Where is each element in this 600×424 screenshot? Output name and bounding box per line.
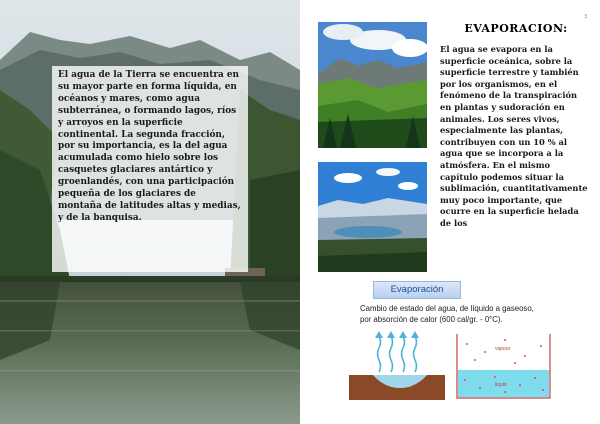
section-heading: EVAPORACION: xyxy=(464,22,568,35)
vapour-label: vapour xyxy=(495,346,511,352)
figure-label: Evaporación xyxy=(373,281,461,299)
alpine-lake-photo xyxy=(318,162,427,272)
evaporation-paragraph: El agua se evapora en la superficie oceánica, sobre la superficie terrestre y también por los organismos, en el fenómeno de la transpiración en plantas y sudoración en animales. Los seres vivos, especialmente las plantas, contribuyen con un 10 % al agua que se incorpora a la atmósfera. En el mismo capítulo podemos situar la sublimación, cuantitativamente muy poco importante, que ocurre en la superficie helada de los xyxy=(440,44,588,228)
container-illustration xyxy=(457,334,550,398)
vapour-arrows-illustration xyxy=(349,331,445,400)
text-overlay-box xyxy=(52,66,248,272)
right-page xyxy=(300,0,600,424)
liquid-label: liquid xyxy=(495,382,507,388)
mountain-valley-photo xyxy=(318,22,427,148)
figure-caption xyxy=(360,303,580,325)
caption-line-1: Cambio de estado del agua, de líquido a gaseoso, xyxy=(360,304,534,313)
page-number: 2 xyxy=(14,14,18,20)
caption-line-2: por absorción de calor (600 cal/gr. - 0°C). xyxy=(360,315,503,324)
page-number: 3 xyxy=(584,14,588,20)
evaporation-diagram xyxy=(345,330,560,402)
water-distribution-paragraph: El agua de la Tierra se encuentra en su mayor parte en forma líquida, en océanos y mares, como agua subterránea, o formando lagos, ríos y arroyos en la superficie continental. La segunda fracción, por su importancia, es la del agua acumulada como hielo sobre los casquetes glaciares antártico y groenlandés, con una participación pequeña de los glaciares de montaña de latitudes altas y medias, y de la banquisa. xyxy=(58,70,241,223)
